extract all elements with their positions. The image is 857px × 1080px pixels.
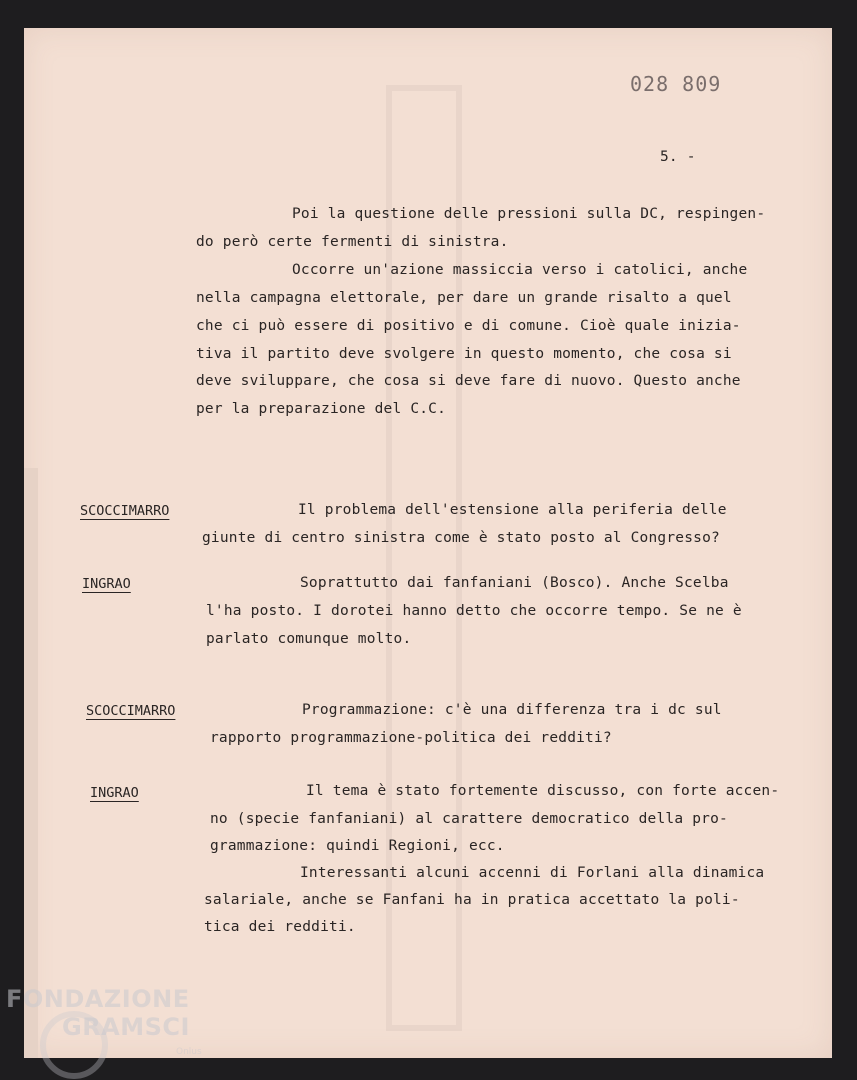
intro-line: do però certe fermenti di sinistra. [196,234,509,250]
intro-line: Occorre un'azione massiccia verso i catolici, anche [292,262,748,278]
dialogue-line: Il tema è stato fortemente discusso, con forte accen- [306,783,780,799]
torn-edge [24,468,38,1058]
intro-line: Poi la questione delle pressioni sulla DC, respingen- [292,206,766,222]
dialogue-line: no (specie fanfaniani) al carattere democratico della pro- [210,811,728,827]
dialogue-line: Il problema dell'estensione alla periferia delle [298,502,727,518]
intro-line: nella campagna elettorale, per dare un grande risalto a quel [196,290,732,306]
dialogue-line: giunte di centro sinistra come è stato posto al Congresso? [202,530,720,546]
logo-sub: Onlus [176,1047,202,1057]
intro-line: deve sviluppare, che cosa si deve fare di nuovo. Questo anche [196,373,741,389]
speaker-label: INGRAO [82,576,131,592]
intro-line: tiva il partito deve svolgere in questo momento, che cosa si [196,346,732,362]
dialogue-line: rapporto programmazione-politica dei redditi? [210,730,612,746]
logo-line-1: FONDAZIONE [6,985,190,1013]
logo-line-2: GRAMSCI [62,1013,190,1041]
dialogue-line: grammazione: quindi Regioni, ecc. [210,838,505,854]
dialogue-line: tica dei redditi. [204,919,356,935]
speaker-label: INGRAO [90,785,139,801]
speaker-label: SCOCCIMARRO [86,703,176,719]
intro-line: che ci può essere di positivo e di comune. Cioè quale inizia- [196,318,741,334]
dialogue-line: l'ha posto. I dorotei hanno detto che occorre tempo. Se ne è [206,603,742,619]
archive-number: 028 809 [630,72,722,96]
dialogue-line: Interessanti alcuni accenni di Forlani alla dinamica [300,865,765,881]
intro-line: per la preparazione del C.C. [196,401,447,417]
page-number: 5. - [660,149,696,165]
dialogue-line: Programmazione: c'è una differenza tra i dc sul [302,702,722,718]
fondazione-gramsci-logo [6,985,216,1075]
dialogue-line: salariale, anche se Fanfani ha in pratica accettato la poli- [204,892,740,908]
dialogue-line: parlato comunque molto. [206,631,412,647]
dialogue-line: Soprattutto dai fanfaniani (Bosco). Anche Scelba [300,575,729,591]
speaker-label: SCOCCIMARRO [80,503,170,519]
